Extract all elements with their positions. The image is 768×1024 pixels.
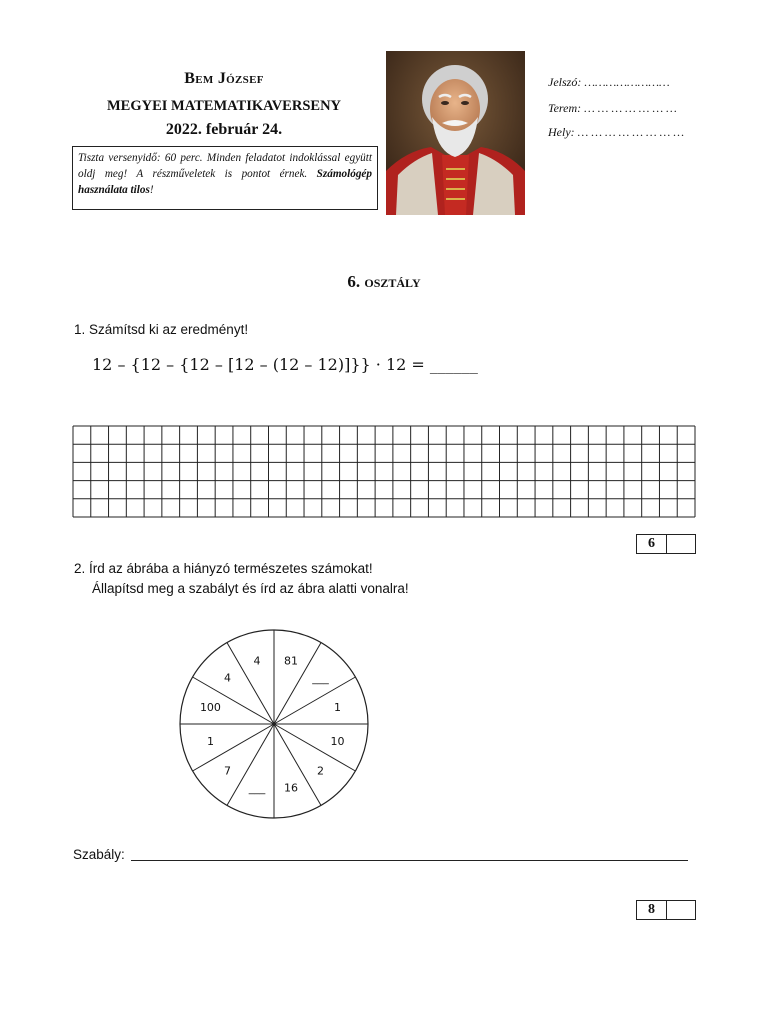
wheel-number: 4 [253,654,261,668]
wheel-number: 1 [206,735,214,749]
wheel-number[interactable]: ___ [312,671,329,685]
grade-label: osztály [364,272,421,291]
seat-field: Hely: … … … … … … … … [548,125,685,139]
number-wheel [170,628,378,824]
task2-score-box [636,900,696,920]
rules-text: Tiszta versenyidő: 60 perc. Minden feladatot indoklással együtt oldj meg! A részműveletek is pontot érnek. [78,152,372,180]
task2-score-empty[interactable] [667,901,695,919]
password-field: Jelszó: …………………… [548,75,670,89]
wheel-number: 4 [223,671,231,685]
wheel-number: 16 [284,781,299,795]
wheel-spoke [227,643,274,724]
rules-box [72,146,378,210]
wheel-spoke [193,724,274,771]
answer-grid [72,425,696,518]
portrait-image [386,51,525,215]
task2-text-line1: 2. Írd az ábrába a hiányzó természetes számokat! [74,561,373,576]
rule-answer-line[interactable] [131,860,688,861]
grade-number: 6. [347,272,361,291]
grade-heading [0,272,768,292]
competition-type: MEGYEI MATEMATIKAVERSENY [106,98,342,114]
task1-expression: 12 – {12 – {12 – [12 – (12 – 12)]}} · 12 = ______ [92,355,478,374]
wheel-number: 81 [284,654,299,668]
rules-bold: Számológép használata tilos [78,168,372,196]
rule-label: Szabály: [73,847,125,862]
task1-score-empty[interactable] [667,535,695,553]
task1-text: 1. Számítsd ki az eredményt! [74,322,249,337]
wheel-number: 1 [334,700,342,714]
task1-score-box [636,534,696,554]
wheel-number: 2 [317,764,325,778]
competition-name: Bem József [184,70,264,87]
task1-score: 6 [637,535,667,553]
task2-score: 8 [637,901,667,919]
wheel-number: 100 [199,700,221,714]
wheel-number: 10 [330,735,345,749]
wheel-number: 7 [223,764,231,778]
wheel-number[interactable]: ___ [248,781,266,795]
room-field: Terem: … … … … … … … [548,101,677,115]
competition-date: 2022. február 24. [165,121,283,138]
task2-text-line2: Állapítsd meg a szabályt és írd az ábra alatti vonalra! [92,581,409,596]
rules-end: ! [149,184,154,196]
